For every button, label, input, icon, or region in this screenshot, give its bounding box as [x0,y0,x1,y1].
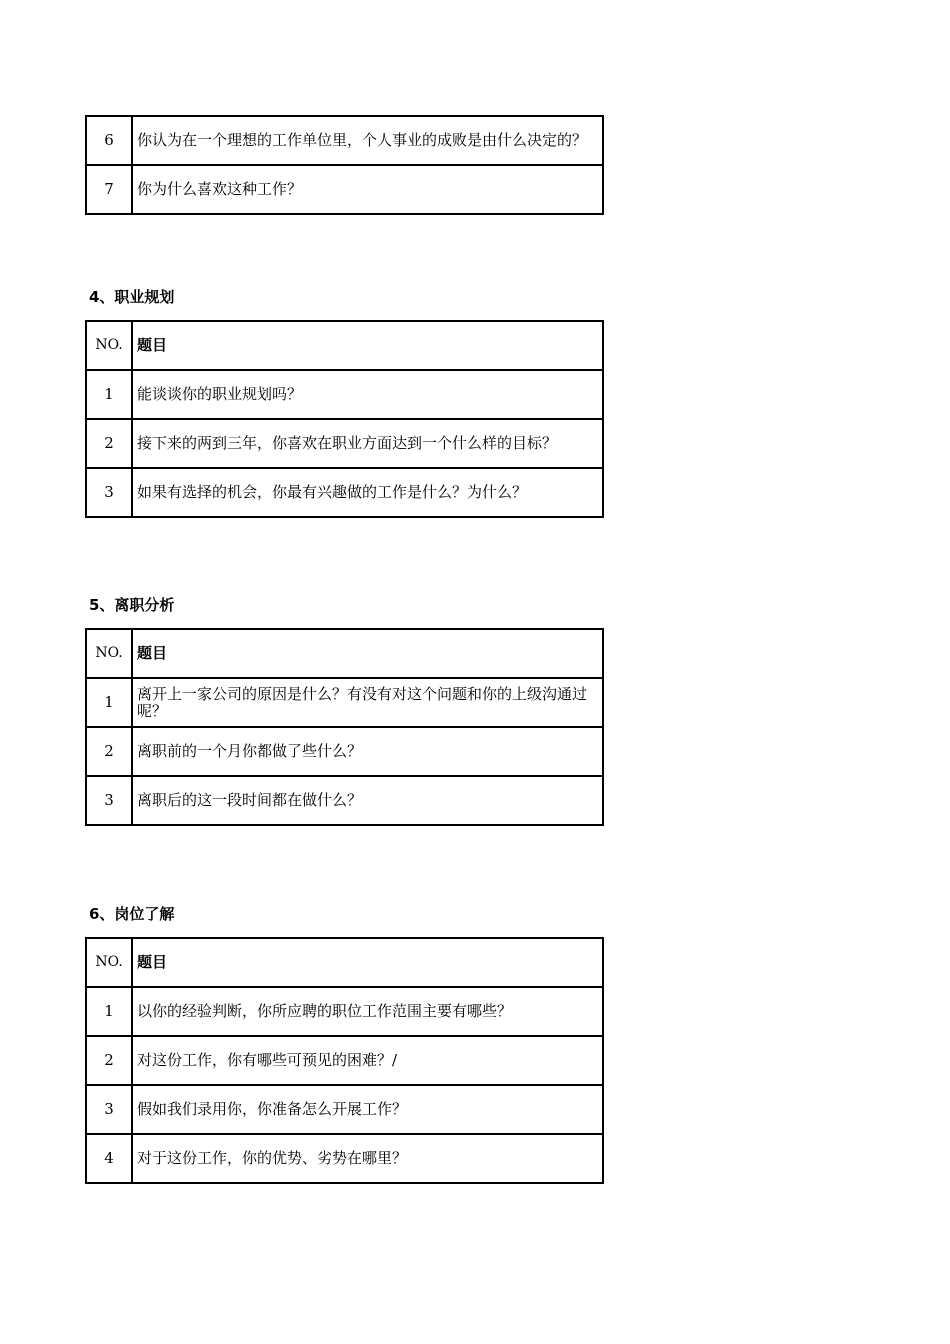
table-row [86,678,603,727]
table-header-row [86,321,603,370]
question-text: 离职后的这一段时间都在做什么？ [132,776,603,825]
question-number: 2 [86,727,132,776]
position-understanding-table-block [85,937,604,1184]
question-number: 3 [86,1085,132,1134]
question-text: 对于这份工作，你的优势、劣势在哪里？ [132,1134,603,1183]
question-number: 3 [86,776,132,825]
table-row [86,727,603,776]
table-row [86,987,603,1036]
question-text: 能谈谈你的职业规划吗？ [132,370,603,419]
table-row [86,370,603,419]
question-text: 你为什么喜欢这种工作？ [132,165,603,214]
question-text: 以你的经验判断，你所应聘的职位工作范围主要有哪些？ [132,987,603,1036]
question-number: 2 [86,419,132,468]
section-title-resignation-analysis: 5、离职分析 [89,596,175,614]
question-text: 对这份工作，你有哪些可预见的困难？/ [132,1036,603,1085]
table-row [86,1036,603,1085]
table-row [86,1085,603,1134]
career-planning-table [85,320,604,518]
carryover-question-table [85,115,604,215]
table-row [86,419,603,468]
table-header-row [86,938,603,987]
resignation-analysis-table-block [85,628,604,826]
question-number: 7 [86,165,132,214]
question-text: 你认为在一个理想的工作单位里，个人事业的成败是由什么决定的？ [132,116,603,165]
table-row [86,468,603,517]
question-text: 假如我们录用你，你准备怎么开展工作？ [132,1085,603,1134]
section-title-position-understanding: 6、岗位了解 [89,905,175,923]
section-title-career-planning: 4、职业规划 [89,288,175,306]
table-row [86,116,603,165]
position-understanding-table [85,937,604,1184]
question-number: 4 [86,1134,132,1183]
question-text: 如果有选择的机会，你最有兴趣做的工作是什么？为什么？ [132,468,603,517]
question-number: 1 [86,987,132,1036]
question-number: 1 [86,370,132,419]
question-text: 离开上一家公司的原因是什么？有没有对这个问题和你的上级沟通过呢？ [132,678,603,727]
table-header-row [86,629,603,678]
question-number: 3 [86,468,132,517]
table-row [86,776,603,825]
column-header-no: NO. [86,938,132,987]
question-number: 6 [86,116,132,165]
column-header-question: 题目 [132,938,603,987]
table-row [86,165,603,214]
question-text: 离职前的一个月你都做了些什么？ [132,727,603,776]
column-header-question: 题目 [132,321,603,370]
resignation-analysis-table [85,628,604,826]
column-header-question: 题目 [132,629,603,678]
table-row [86,1134,603,1183]
question-number: 2 [86,1036,132,1085]
question-number: 1 [86,678,132,727]
career-planning-table-block [85,320,604,518]
column-header-no: NO. [86,629,132,678]
question-text: 接下来的两到三年，你喜欢在职业方面达到一个什么样的目标？ [132,419,603,468]
column-header-no: NO. [86,321,132,370]
carryover-table-block [85,115,604,215]
